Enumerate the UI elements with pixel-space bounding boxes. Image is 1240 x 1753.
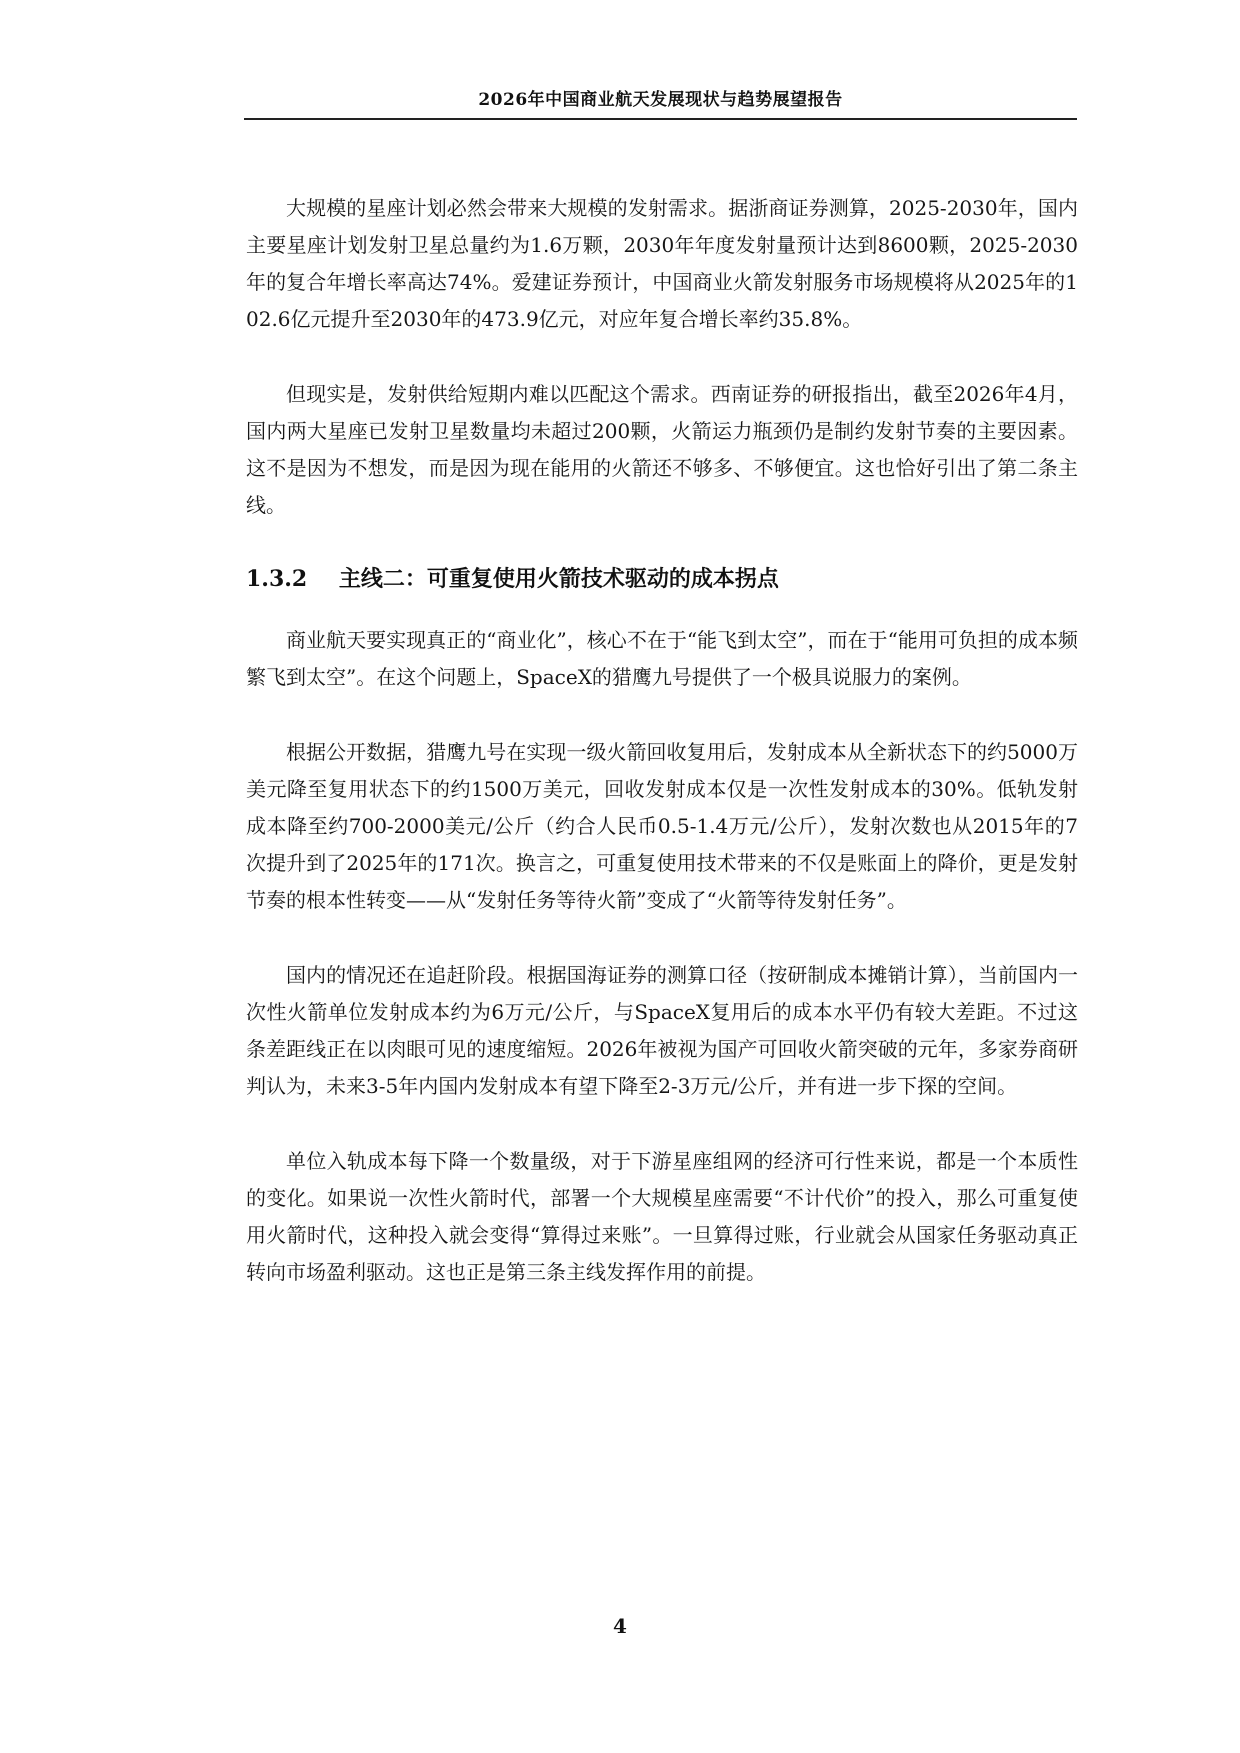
paragraph-launch-demand: 大规模的星座计划必然会带来大规模的发射需求。据浙商证券测算，2025-2030年，国内主要星座计划发射卫星总量约为1.6万颗，2030年年度发射量预计达到8600颗，2025-2030年的复合年增长率高达74%。爱建证券预计，中国商业火箭发射服务市场规模将从2025年的102.6亿元提升至2030年的473.9亿元，对应年复合增长率约35.8%。: [246, 196, 1078, 331]
page-content: [246, 190, 1078, 1329]
paragraph-commercialization: 商业航天要实现真正的“商业化”，核心不在于“能飞到太空”，而在于“能用可负担的成本频繁飞到太空”。在这个问题上，SpaceX的猎鹰九号提供了一个极具说服力的案例。: [246, 628, 1078, 689]
paragraph-cost-impact: 单位入轨成本每下降一个数量级，对于下游星座组网的经济可行性来说，都是一个本质性的变化。如果说一次性火箭时代，部署一个大规模星座需要“不计代价”的投入，那么可重复使用火箭时代，这种投入就会变得“算得过来账”。一旦算得过账，行业就会从国家任务驱动真正转向市场盈利驱动。这也正是第三条主线发挥作用的前提。: [246, 1149, 1078, 1284]
page-number: 4: [613, 1614, 627, 1638]
paragraph-domestic-costs: 国内的情况还在追赶阶段。根据国海证券的测算口径（按研制成本摊销计算），当前国内一次性火箭单位发射成本约为6万元/公斤，与SpaceX复用后的成本水平仍有较大差距。不过这条差距线正在以肉眼可见的速度缩短。2026年被视为国产可回收火箭突破的元年，多家券商研判认为，未来3-5年内国内发射成本有望下降至2-3万元/公斤，并有进一步下探的空间。: [246, 963, 1078, 1098]
report-title: 2026年中国商业航天发展现状与趋势展望报告: [478, 90, 843, 110]
paragraph-supply-gap: 但现实是，发射供给短期内难以匹配这个需求。西南证券的研报指出，截至2026年4月，国内两大星座已发射卫星数量均未超过200颗，火箭运力瓶颈仍是制约发射节奏的主要因素。这不是因为不想发，而是因为现在能用的火箭还不够多、不够便宜。这也恰好引出了第二条主线。: [246, 382, 1078, 517]
page-header: [244, 84, 1077, 120]
section-heading: [246, 562, 1078, 596]
section-title: 主线二：可重复使用火箭技术驱动的成本拐点: [338, 566, 779, 592]
paragraph-falcon9-costs: 根据公开数据，猎鹰九号在实现一级火箭回收复用后，发射成本从全新状态下的约5000万美元降至复用状态下的约1500万美元，回收发射成本仅是一次性发射成本的30%。低轨发射成本降至约700-2000美元/公斤（约合人民币0.5-1.4万元/公斤），发射次数也从2015年的7次提升到了2025年的171次。换言之，可重复使用技术带来的不仅是账面上的降价，更是发射节奏的根本性转变——从“发射任务等待火箭”变成了“火箭等待发射任务”。: [246, 740, 1078, 912]
section-number: 1.3.2: [246, 566, 308, 592]
